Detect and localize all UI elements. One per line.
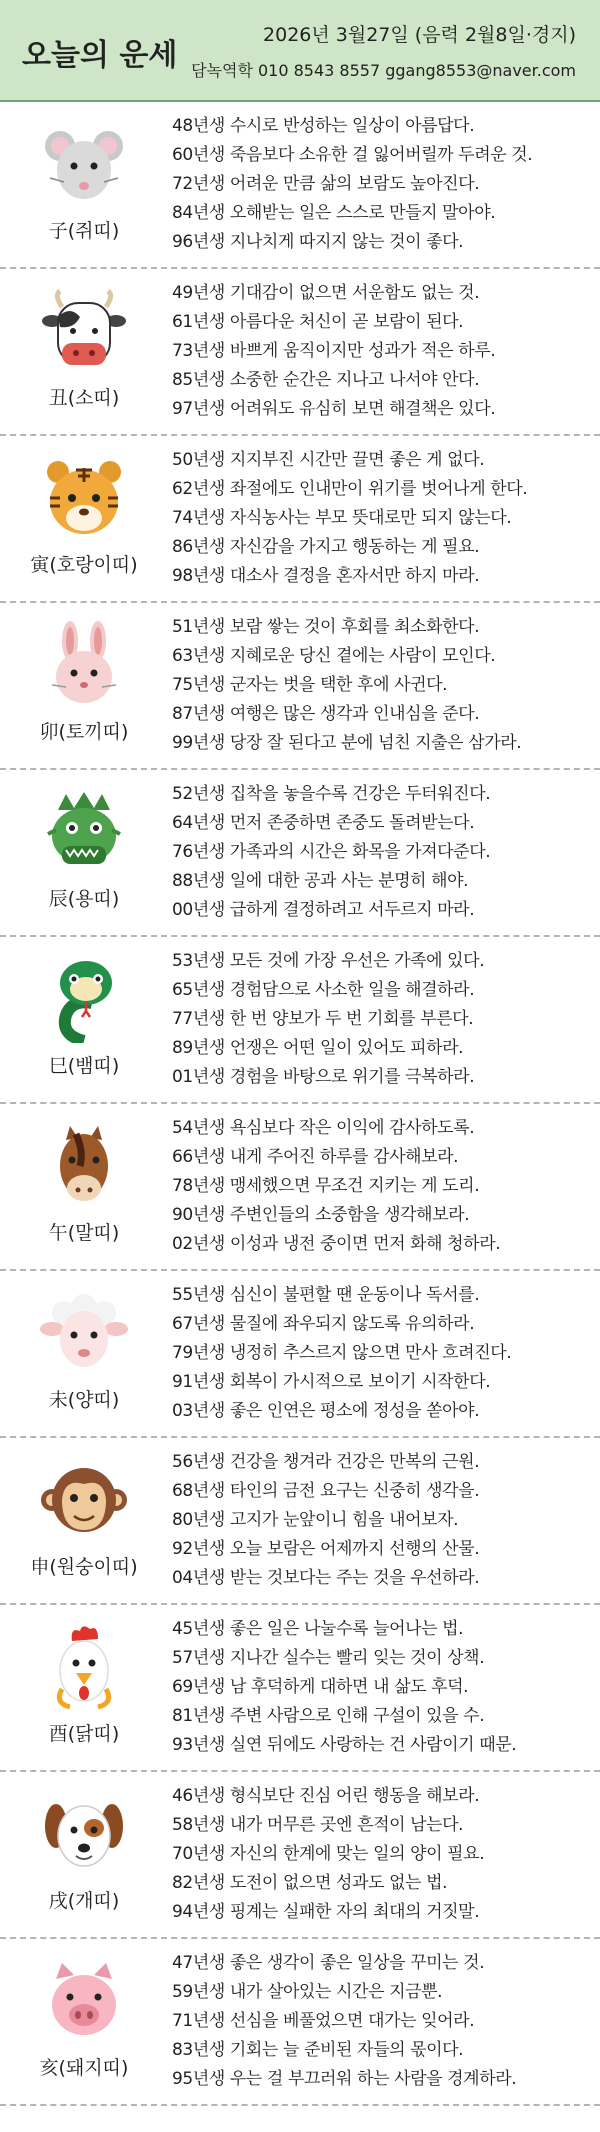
zodiac-label: 未(양띠): [48, 1389, 120, 1411]
zodiac-animal: [4, 621, 164, 744]
header: [0, 0, 600, 102]
fortune-line: 86년생 자신감을 가지고 행동하는 게 필요.: [172, 537, 480, 557]
dragon-icon: [40, 788, 128, 876]
zodiac-label: 子(쥐띠): [48, 220, 120, 242]
zodiac-section: [0, 603, 600, 770]
fortune-lines: [172, 780, 594, 925]
fortune-lines: [172, 1782, 594, 1927]
fortune-lines: [172, 613, 594, 758]
zodiac-label: 卯(토끼띠): [39, 721, 129, 743]
fortune-line: 50년생 지지부진 시간만 끌면 좋은 게 없다.: [172, 450, 485, 470]
zodiac-label: 辰(용띠): [48, 888, 120, 910]
date-line: 2026년 3월27일 (음력 2월8일·경지): [263, 24, 576, 46]
fortune-line: 65년생 경험담으로 사소한 일을 해결하라.: [172, 980, 475, 1000]
fortune-line: 64년생 먼저 존중하면 존중도 돌려받는다.: [172, 813, 475, 833]
fortune-line: 57년생 지나간 실수는 빨리 잊는 것이 상책.: [172, 1648, 485, 1668]
fortune-lines: [172, 1949, 594, 2094]
tiger-icon: [40, 454, 128, 542]
fortune-lines: [172, 446, 594, 591]
fortune-line: 56년생 건강을 챙겨라 건강은 만복의 근원.: [172, 1452, 480, 1472]
zodiac-section: [0, 1438, 600, 1605]
zodiac-label: 巳(뱀띠): [48, 1055, 120, 1077]
zodiac-label: 戌(개띠): [48, 1890, 120, 1912]
zodiac-animal: [4, 120, 164, 243]
fortune-line: 47년생 좋은 생각이 좋은 일상을 꾸미는 것.: [172, 1953, 485, 1973]
fortune-line: 54년생 욕심보다 작은 이익에 감사하도록.: [172, 1118, 475, 1138]
zodiac-label: 申(원숭이띠): [30, 1556, 138, 1578]
zodiac-section: [0, 1271, 600, 1438]
fortune-line: 46년생 형식보단 진심 어린 행동을 해보라.: [172, 1786, 480, 1806]
page-title: 오늘의 운세: [22, 38, 178, 73]
snake-icon: [40, 955, 128, 1043]
zodiac-animal: [4, 454, 164, 577]
zodiac-section: [0, 269, 600, 436]
rooster-icon: [40, 1623, 128, 1711]
fortune-lines: [172, 1615, 594, 1760]
zodiac-section: [0, 770, 600, 937]
fortune-line: 55년생 심신이 불편할 땐 운동이나 독서를.: [172, 1285, 480, 1305]
fortune-line: 69년생 남 후덕하게 대하면 내 삶도 후덕.: [172, 1677, 469, 1697]
rabbit-icon: [40, 621, 128, 709]
fortune-lines: [172, 1448, 594, 1593]
fortune-line: 84년생 오해받는 일은 스스로 만들지 말아야.: [172, 203, 496, 223]
zodiac-animal: [4, 1957, 164, 2080]
fortune-lines: [172, 112, 594, 257]
fortune-line: 45년생 좋은 일은 나눌수록 늘어나는 법.: [172, 1619, 464, 1639]
zodiac-animal: [4, 788, 164, 911]
fortune-line: 74년생 자식농사는 부모 뜻대로만 되지 않는다.: [172, 508, 512, 528]
pig-icon: [40, 1957, 128, 2045]
fortune-line: 03년생 좋은 인연은 평소에 정성을 쏟아야.: [172, 1401, 480, 1421]
fortune-line: 73년생 바쁘게 움직이지만 성과가 적은 하루.: [172, 341, 496, 361]
fortune-line: 89년생 언쟁은 어떤 일이 있어도 피하라.: [172, 1038, 464, 1058]
fortune-line: 82년생 도전이 없으면 성과도 없는 법.: [172, 1873, 448, 1893]
mouse-icon: [40, 120, 128, 208]
fortune-line: 67년생 물질에 좌우되지 않도록 유의하라.: [172, 1314, 475, 1334]
fortune-line: 76년생 가족과의 시간은 화목을 가져다준다.: [172, 842, 491, 862]
fortune-line: 66년생 내게 주어진 하루를 감사해보라.: [172, 1147, 459, 1167]
fortune-line: 83년생 기회는 늘 준비된 자들의 몫이다.: [172, 2040, 464, 2060]
fortune-line: 49년생 기대감이 없으면 서운함도 없는 것.: [172, 283, 480, 303]
fortune-line: 77년생 한 번 양보가 두 번 기회를 부른다.: [172, 1009, 474, 1029]
fortune-line: 51년생 보람 쌓는 것이 후회를 최소화한다.: [172, 617, 480, 637]
fortune-line: 92년생 오늘 보람은 어제까지 선행의 산물.: [172, 1539, 480, 1559]
fortune-line: 85년생 소중한 순간은 지나고 나서야 안다.: [172, 370, 480, 390]
fortune-line: 93년생 실연 뒤에도 사랑하는 건 사람이기 때문.: [172, 1735, 517, 1755]
fortune-lines: [172, 1281, 594, 1426]
fortune-line: 98년생 대소사 결정을 혼자서만 하지 마라.: [172, 566, 480, 586]
fortune-lines: [172, 1114, 594, 1259]
fortune-lines: [172, 947, 594, 1092]
zodiac-label: 午(말띠): [48, 1222, 120, 1244]
fortune-line: 00년생 급하게 결정하려고 서두르지 마라.: [172, 900, 475, 920]
fortune-line: 62년생 좌절에도 인내만이 위기를 벗어나게 한다.: [172, 479, 528, 499]
fortune-line: 63년생 지혜로운 당신 곁에는 사람이 모인다.: [172, 646, 496, 666]
fortune-lines: [172, 279, 594, 424]
zodiac-animal: [4, 1456, 164, 1579]
fortune-line: 48년생 수시로 반성하는 일상이 아름답다.: [172, 116, 475, 136]
fortune-line: 80년생 고지가 눈앞이니 힘을 내어보자.: [172, 1510, 459, 1530]
fortune-line: 99년생 당장 잘 된다고 분에 넘친 지출은 삼가라.: [172, 733, 522, 753]
fortune-line: 01년생 경험을 바탕으로 위기를 극복하라.: [172, 1067, 475, 1087]
zodiac-section: [0, 102, 600, 269]
monkey-icon: [40, 1456, 128, 1544]
fortune-line: 88년생 일에 대한 공과 사는 분명히 해야.: [172, 871, 469, 891]
cow-icon: [40, 287, 128, 375]
fortune-line: 02년생 이성과 냉전 중이면 먼저 화해 청하라.: [172, 1234, 501, 1254]
fortune-line: 87년생 여행은 많은 생각과 인내심을 준다.: [172, 704, 480, 724]
fortune-line: 58년생 내가 머무른 곳엔 흔적이 남는다.: [172, 1815, 464, 1835]
sheep-icon: [40, 1289, 128, 1377]
fortune-line: 81년생 주변 사람으로 인해 구설이 있을 수.: [172, 1706, 485, 1726]
zodiac-animal: [4, 1289, 164, 1412]
zodiac-section: [0, 1772, 600, 1939]
zodiac-label: 丑(소띠): [48, 387, 120, 409]
zodiac-section: [0, 1104, 600, 1271]
fortune-line: 68년생 타인의 금전 요구는 신중히 생각을.: [172, 1481, 480, 1501]
fortune-line: 90년생 주변인들의 소중함을 생각해보라.: [172, 1205, 470, 1225]
zodiac-section: [0, 436, 600, 603]
zodiac-animal: [4, 1790, 164, 1913]
fortune-line: 75년생 군자는 벗을 택한 후에 사귄다.: [172, 675, 448, 695]
fortune-line: 59년생 내가 살아있는 시간은 지금뿐.: [172, 1982, 443, 2002]
fortune-line: 96년생 지나치게 따지지 않는 것이 좋다.: [172, 232, 464, 252]
fortune-line: 70년생 자신의 한계에 맞는 일의 양이 필요.: [172, 1844, 485, 1864]
fortune-line: 52년생 집착을 놓을수록 건강은 두터워진다.: [172, 784, 491, 804]
zodiac-label: 亥(돼지띠): [39, 2057, 129, 2079]
fortune-line: 78년생 맹세했으면 무조건 지키는 게 도리.: [172, 1176, 480, 1196]
zodiac-section: [0, 1605, 600, 1772]
fortune-line: 91년생 회복이 가시적으로 보이기 시작한다.: [172, 1372, 491, 1392]
zodiac-section: [0, 937, 600, 1104]
zodiac-animal: [4, 1122, 164, 1245]
fortune-line: 60년생 죽음보다 소유한 걸 잃어버릴까 두려운 것.: [172, 145, 533, 165]
contact-line: 담녹역학 010 8543 8557 ggang8553@naver.com: [191, 61, 576, 80]
zodiac-animal: [4, 1623, 164, 1746]
dog-icon: [40, 1790, 128, 1878]
zodiac-animal: [4, 287, 164, 410]
fortune-line: 71년생 선심을 베풀었으면 대가는 잊어라.: [172, 2011, 475, 2031]
fortune-line: 95년생 우는 걸 부끄러워 하는 사람을 경계하라.: [172, 2069, 517, 2089]
zodiac-animal: [4, 955, 164, 1078]
zodiac-label: 酉(닭띠): [48, 1723, 120, 1745]
fortune-line: 04년생 받는 것보다는 주는 것을 우선하라.: [172, 1568, 480, 1588]
fortune-line: 94년생 핑계는 실패한 자의 최대의 거짓말.: [172, 1902, 480, 1922]
horse-icon: [40, 1122, 128, 1210]
fortune-line: 72년생 어려운 만큼 삶의 보람도 높아진다.: [172, 174, 480, 194]
fortune-line: 97년생 어려워도 유심히 보면 해결책은 있다.: [172, 399, 496, 419]
fortune-line: 53년생 모든 것에 가장 우선은 가족에 있다.: [172, 951, 485, 971]
fortune-line: 61년생 아름다운 처신이 곧 보람이 된다.: [172, 312, 464, 332]
zodiac-section: [0, 1939, 600, 2106]
zodiac-label: 寅(호랑이띠): [30, 554, 138, 576]
fortune-line: 79년생 냉정히 추스르지 않으면 만사 흐려진다.: [172, 1343, 512, 1363]
